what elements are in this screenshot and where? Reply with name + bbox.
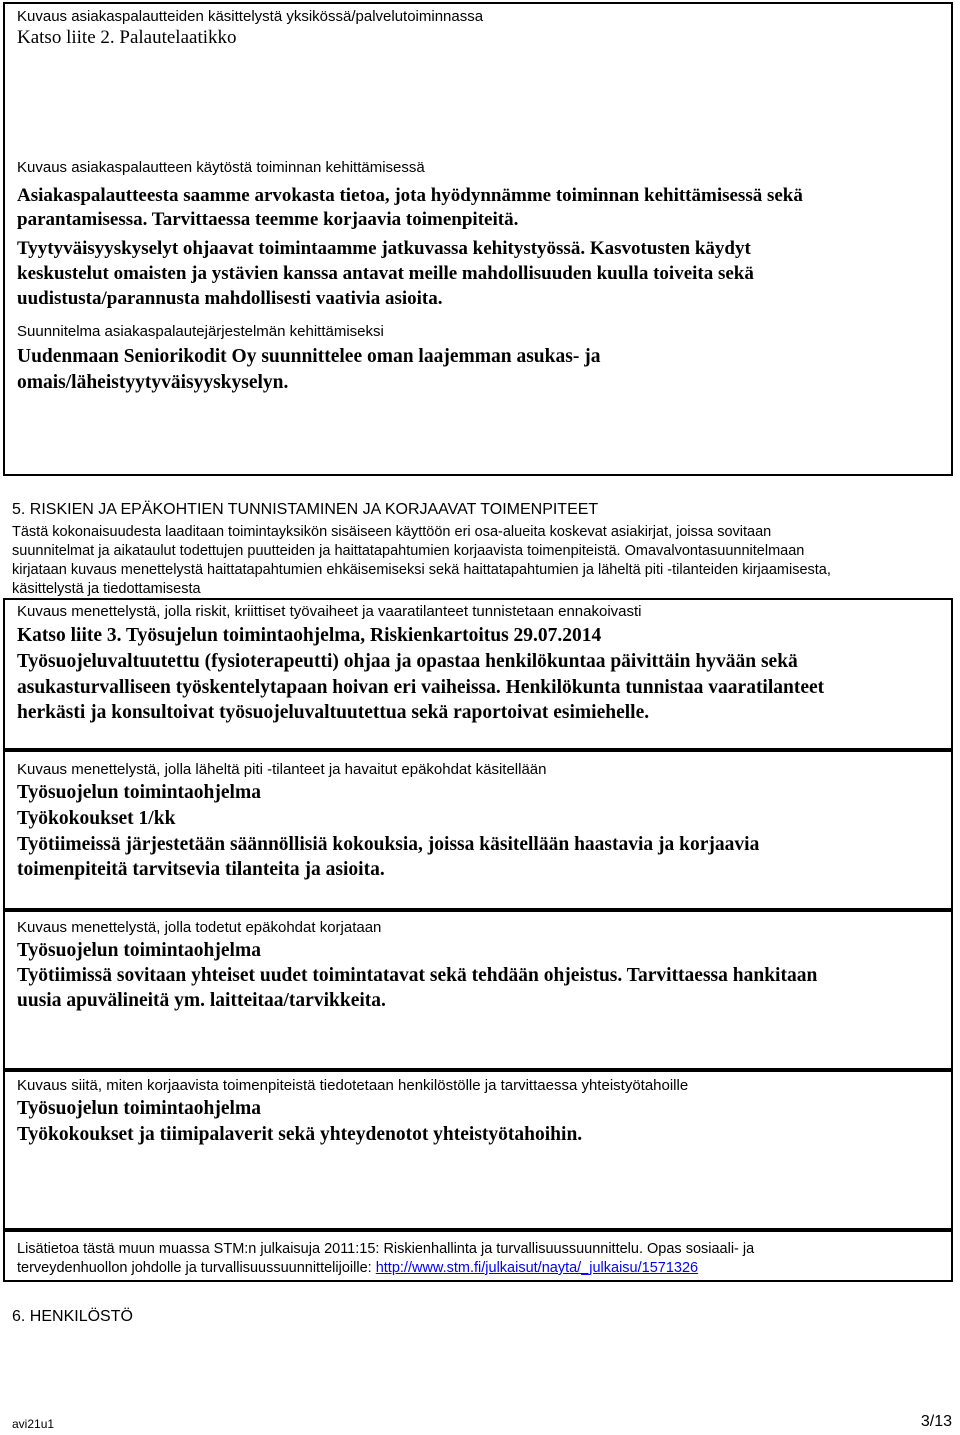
near-miss-line-4: toimenpiteitä tarvitsevia tilanteita ja asioita. bbox=[17, 859, 385, 880]
footer-page-number: 3/13 bbox=[920, 1413, 952, 1430]
risk-identification-line-3: asukasturvalliseen työskentelytapaan hoivan eri vaiheissa. Henkilökunta tunnistaa vaaratilanteet bbox=[17, 677, 825, 698]
near-miss-line-3: Työtiimeissä järjestetään säännöllisiä kokouksia, joissa käsitellään haastavia ja korjaavia bbox=[17, 834, 760, 855]
feedback-use-line-5: uudistusta/parannusta mahdollisesti vaativia asioita. bbox=[17, 288, 443, 309]
near-miss-box bbox=[3, 750, 953, 910]
risk-identification-line-4: herkästi ja konsultoivat työsuojeluvaltuutettua sekä raportoivat esimiehelle. bbox=[17, 702, 650, 723]
near-miss-line-1: Työsuojelun toimintaohjelma bbox=[17, 782, 261, 803]
corrections-label: Kuvaus menettelystä, jolla todetut epäkohdat korjataan bbox=[17, 919, 382, 936]
communication-line-1: Työsuojelun toimintaohjelma bbox=[17, 1098, 261, 1119]
communication-line-2: Työkokoukset ja tiimipalaverit sekä yhteydenotot yhteistyötahoihin. bbox=[17, 1124, 583, 1145]
footer-doc-id: avi21u1 bbox=[12, 1417, 55, 1431]
info-line-1: Lisätietoa tästä muun muassa STM:n julkaisuja 2011:15: Riskienhallinta ja turvallisuussuunnittelu. Opas sosiaali- ja bbox=[17, 1241, 755, 1257]
section-5-heading: 5. RISKIEN JA EPÄKOHTIEN TUNNISTAMINEN JA KORJAAVAT TOIMENPITEET bbox=[12, 501, 599, 518]
corrections-box bbox=[3, 910, 953, 1070]
feedback-use-line-4: keskustelut omaisten ja ystävien kanssa antavat meille mahdollisuuden kuulla toiveita sekä bbox=[17, 263, 754, 284]
stm-publication-link[interactable]: http://www.stm.fi/julkaisut/nayta/_julkaisu/1571326 bbox=[375, 1260, 699, 1276]
feedback-use-line-1: Asiakaspalautteesta saamme arvokasta tietoa, jota hyödynnämme toiminnan kehittämisessä sekä bbox=[17, 185, 803, 206]
section-5-intro-line-2: suunnitelmat ja aikataulut todettujen puutteiden ja haittatapahtumien korjaavista toimenpiteistä. Omavalvontasuunnitelmaan bbox=[12, 543, 805, 559]
section-5-intro-line-3: kirjataan kuvaus menettelystä haittatapahtumien ehkäisemiseksi sekä haittatapahtumien ja läheltä piti -tilanteiden kirjaamisesta, bbox=[12, 562, 831, 578]
feedback-use-line-2: parantamisessa. Tarvittaessa teemme korjaavia toimenpiteitä. bbox=[17, 209, 519, 230]
communication-label: Kuvaus siitä, miten korjaavista toimenpiteistä tiedotetaan henkilöstölle ja tarvittaessa yhteistyötahoille bbox=[17, 1077, 689, 1094]
risk-identification-line-2: Työsuojeluvaltuutettu (fysioterapeutti) ohjaa ja opastaa henkilökuntaa päivittäin hyvään sekä bbox=[17, 651, 798, 672]
feedback-use-label: Kuvaus asiakaspalautteen käytöstä toiminnan kehittämisessä bbox=[17, 159, 425, 176]
section-5-intro-line-4: käsittelystä ja tiedottamisesta bbox=[12, 581, 201, 597]
corrections-line-1: Työsuojelun toimintaohjelma bbox=[17, 940, 261, 961]
info-box bbox=[3, 1230, 953, 1282]
risk-identification-line-1: Katso liite 3. Työsujelun toimintaohjelma, Riskienkartoitus 29.07.2014 bbox=[17, 625, 602, 646]
feedback-handling-value: Katso liite 2. Palautelaatikko bbox=[17, 27, 237, 48]
feedback-handling-label: Kuvaus asiakaspalautteiden käsittelystä yksikössä/palvelutoiminnassa bbox=[17, 8, 484, 25]
section-6-heading: 6. HENKILÖSTÖ bbox=[12, 1308, 133, 1325]
near-miss-label: Kuvaus menettelystä, jolla läheltä piti -tilanteet ja havaitut epäkohdat käsitellään bbox=[17, 761, 547, 778]
communication-box bbox=[3, 1070, 953, 1230]
risk-identification-label: Kuvaus menettelystä, jolla riskit, kriittiset työvaiheet ja vaaratilanteet tunnistetaan ennakoivasti bbox=[17, 603, 642, 620]
info-line-2-text: terveydenhuollon johdolle ja turvallisuussuunnittelijoille: bbox=[17, 1260, 376, 1276]
feedback-box bbox=[3, 2, 953, 476]
info-line-2 bbox=[17, 1259, 698, 1278]
near-miss-line-2: Työkokoukset 1/kk bbox=[17, 808, 176, 829]
risk-identification-box bbox=[3, 598, 953, 750]
section-5-intro-line-1: Tästä kokonaisuudesta laaditaan toimintayksikön sisäiseen käyttöön eri osa-alueita koskevat asiakirjat, joissa sovitaan bbox=[12, 524, 772, 540]
feedback-use-line-3: Tyytyväisyyskyselyt ohjaavat toimintaamme jatkuvassa kehitystyössä. Kasvotusten käydyt bbox=[17, 238, 751, 259]
corrections-line-2: Työtiimissä sovitaan yhteiset uudet toimintatavat sekä tehdään ohjeistus. Tarvittaessa hankitaan bbox=[17, 965, 818, 986]
feedback-plan-line-2: omais/läheistyytyväisyyskyselyn. bbox=[17, 372, 289, 393]
corrections-line-3: uusia apuvälineitä ym. laitteitaa/tarvikkeita. bbox=[17, 990, 386, 1011]
feedback-plan-line-1: Uudenmaan Seniorikodit Oy suunnittelee oman laajemman asukas- ja bbox=[17, 346, 601, 367]
feedback-plan-label: Suunnitelma asiakaspalautejärjestelmän kehittämiseksi bbox=[17, 323, 384, 340]
